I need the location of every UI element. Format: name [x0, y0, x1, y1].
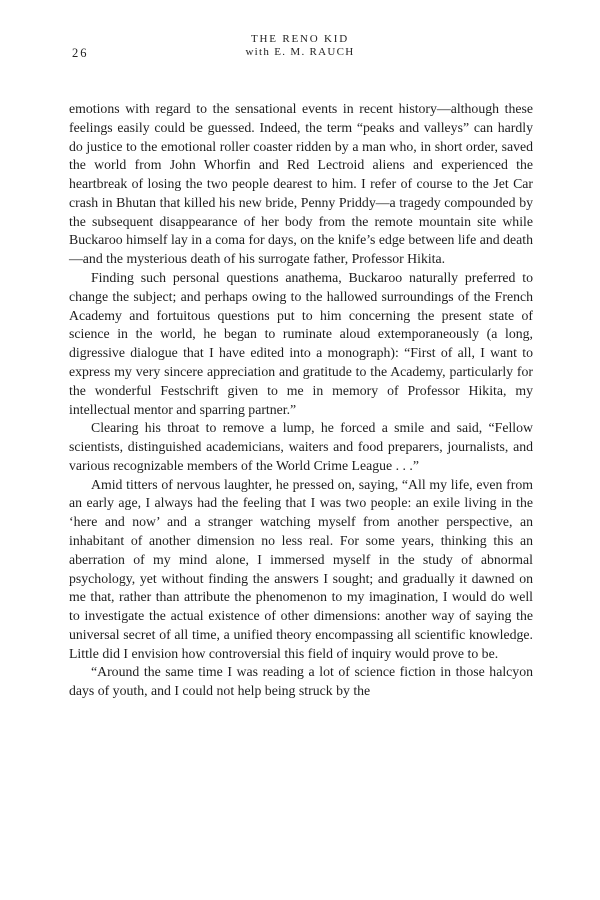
paragraph: Clearing his throat to remove a lump, he forced a smile and said, “Fellow scientists, distinguished academicians, waiters and food preparers, journalists, and various recognizable members of the World Crime League . . .” [69, 420, 533, 473]
page-body [69, 100, 533, 701]
paragraph: Amid titters of nervous laughter, he pressed on, saying, “All my life, even from an early age, I always had the feeling that I was two people: an exile living in the ‘here and now’ and a stranger watching myself from another perspective, an inhabitant of another dimension no less real. For some years, thinking this an aberration of my mind alone, I immersed myself in the study of abnormal psychology, yet without finding the answers I sought; and gradually it dawned on me that, rather than attribute the phenomenon to my imagination, I would do well to investigate the actual existence of other dimensions: another way of saying the universal secret of all time, a unified theory encompassing all scientific knowledge. Little did I envision how controversial this field of inquiry would prove to be. [69, 476, 533, 661]
running-head [0, 33, 600, 58]
paragraph-continuation: emotions with regard to the sensational events in recent history—although these feelings easily could be guessed. Indeed, the term “peaks and valleys” can hardly do justice to the emotional roller coaster ridden by a man who, in short order, saved the world from John Whorfin and Red Lectroid aliens and experienced the heartbreak of losing the two people dearest to him. I refer of course to the Jet Car crash in Bhutan that killed his new bride, Penny Priddy—a tragedy compounded by the subsequent disappearance of her body from the remote mountain site while Buckaroo himself lay in a coma for days, on the knife’s edge between life and death—and the mysterious death of his surrogate father, Professor Hikita. [69, 101, 533, 267]
paragraph: “Around the same time I was reading a lot of science fiction in those halcyon days of youth, and I could not help being struck by the [69, 664, 533, 699]
page-number: 26 [72, 46, 89, 60]
running-head-title: THE RENO KID [251, 33, 349, 45]
paragraph: Finding such personal questions anathema, Buckaroo naturally preferred to change the subject; and perhaps owing to the hallowed surroundings of the French Academy and fortuitous questions put to him concerning the present state of science in the world, he began to ruminate aloud extemporaneously (a long, digressive dialogue that I have edited into a monograph): “First of all, I want to express my very sincere appreciation and gratitude to the Academy, particularly for the wonderful Festschrift given to me in memory of Professor Hikita, my intellectual mentor and sparring partner.” [69, 270, 533, 417]
running-head-author: with E. M. RAUCH [245, 46, 355, 58]
